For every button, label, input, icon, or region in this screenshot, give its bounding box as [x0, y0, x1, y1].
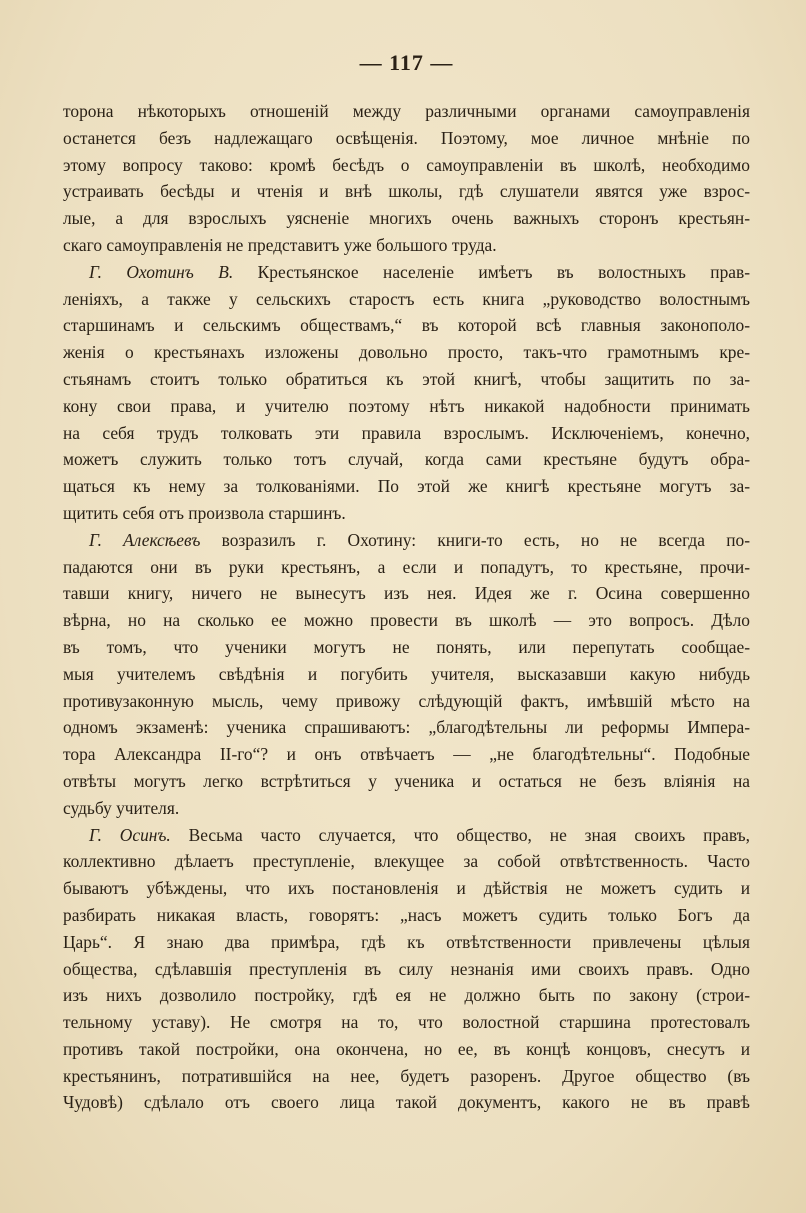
speaker-name: Г. Охотинъ В.: [89, 261, 234, 282]
text-line: противъ такой постройки, она окончена, но ее, въ концѣ концовъ, снесутъ и: [63, 1038, 750, 1059]
text-line: можетъ служить только тотъ случай, когда сами крестьяне будутъ обра-: [63, 449, 750, 470]
text-line: судьбу учителя.: [63, 797, 180, 818]
text-line: этому вопросу таково: кромѣ бесѣдъ о самоуправленіи въ школѣ, необходимо: [63, 154, 750, 175]
text-fragment: Крестьянское населеніе имѣетъ въ волостныхъ прав-: [233, 261, 750, 282]
text-line: старшинамъ и сельскимъ обществамъ,“ въ которой всѣ главныя законополо-: [63, 315, 750, 336]
text-line: общества, сдѣлавшія преступленія въ силу незнанія ими своихъ правъ. Одно: [63, 958, 750, 979]
text-line: Чудовѣ) сдѣлало отъ своего лица такой документъ, какого не въ правѣ: [63, 1092, 750, 1113]
text-line: вѣрна, но на сколько ее можно провести въ школѣ — это вопросъ. Дѣло: [63, 610, 750, 631]
text-line: стьянамъ стоитъ только обратиться къ этой книгѣ, чтобы защитить по за-: [63, 368, 750, 389]
text-line: лые, а для взрослыхъ уясненіе многихъ очень важныхъ сторонъ крестьян-: [63, 208, 750, 229]
text-line: скаго самоуправленія не представитъ уже большого труда.: [63, 234, 497, 255]
text-line: тавши книгу, ничего не вынесутъ изъ нея. Идея же г. Осина совершенно: [63, 583, 750, 604]
paragraph-1: [63, 98, 750, 259]
text-line: щитить себя отъ произвола старшинъ.: [63, 502, 346, 523]
text-fragment: Весьма часто случается, что общество, не зная своихъ правъ,: [170, 824, 750, 845]
paragraph-4: [63, 822, 750, 1117]
text-line: тора Александра II-го“? и онъ отвѣчаетъ — „не благодѣтельны“. Подобные: [63, 744, 750, 765]
text-line: устраивать бесѣды и чтенія и внѣ школы, гдѣ слушатели явятся уже взрос-: [63, 181, 750, 202]
text-line-first: [63, 822, 750, 849]
paragraph-2: [63, 259, 750, 527]
text-line: крестьянинъ, потратившійся на нее, будетъ разоренъ. Другое общество (въ: [63, 1065, 750, 1086]
text-line: противузаконную мысль, чему привожу слѣдующій фактъ, имѣвшій мѣсто на: [63, 690, 750, 711]
page-number: — 117 —: [359, 50, 454, 75]
text-line-first: [63, 259, 750, 286]
text-fragment: возразилъ г. Охотину: книги-то есть, но не всегда по-: [200, 529, 750, 550]
speaker-name: Г. Осинъ.: [89, 824, 171, 845]
speaker-name: Г. Алексѣевъ: [89, 529, 201, 550]
paragraph-3: [63, 527, 750, 822]
text-line: изъ нихъ дозволило постройку, гдѣ ея не должно быть по закону (строи-: [63, 985, 750, 1006]
text-line: щаться къ нему за толкованіями. По этой же книгѣ крестьяне могутъ за-: [63, 476, 750, 497]
text-line: торона нѣкоторыхъ отношеній между различными органами самоуправленія: [63, 101, 750, 121]
text-line: падаются они въ руки крестьянъ, а если и попадутъ, то крестьяне, прочи-: [63, 556, 750, 577]
text-line: женія о крестьянахъ изложены довольно просто, такъ-что грамотнымъ кре-: [63, 342, 750, 363]
text-line: на себя трудъ толковать эти правила взрослымъ. Исключеніемъ, конечно,: [63, 422, 750, 443]
text-line: останется безъ надлежащаго освѣщенія. Поэтому, мое личное мнѣніе по: [63, 127, 750, 148]
text-line: мыя учителемъ свѣдѣнія и погубить учителя, высказавши какую нибудь: [63, 663, 750, 684]
text-line: леніяхъ, а также у сельскихъ старостъ есть книга „руководство волостнымъ: [63, 288, 750, 309]
text-line: Царь“. Я знаю два примѣра, гдѣ къ отвѣтственности привлечены цѣлыя: [63, 931, 750, 952]
text-line: коллективно дѣлаетъ преступленіе, влекущее за собой отвѣтственность. Часто: [63, 851, 750, 872]
text-line: въ томъ, что ученики могутъ не понять, или перепутать сообщае-: [63, 636, 750, 657]
text-line: кону свои права, и учителю поэтому нѣтъ никакой надобности принимать: [63, 395, 750, 416]
text-line: тельному уставу). Не смотря на то, что волостной старшина протестовалъ: [63, 1012, 750, 1033]
text-line-first: [63, 527, 750, 554]
text-line: отвѣты могутъ легко встрѣтиться у ученика и остаться не безъ вліянія на: [63, 770, 750, 791]
text-line: одномъ экзаменѣ: ученика спрашиваютъ: „благодѣтельны ли реформы Импера-: [63, 717, 750, 738]
text-line: бываютъ убѣждены, что ихъ постановленія и дѣйствія не можетъ судить и: [63, 878, 750, 899]
text-line: разбирать никакая власть, говорятъ: „насъ можетъ судить только Богъ да: [63, 904, 750, 925]
